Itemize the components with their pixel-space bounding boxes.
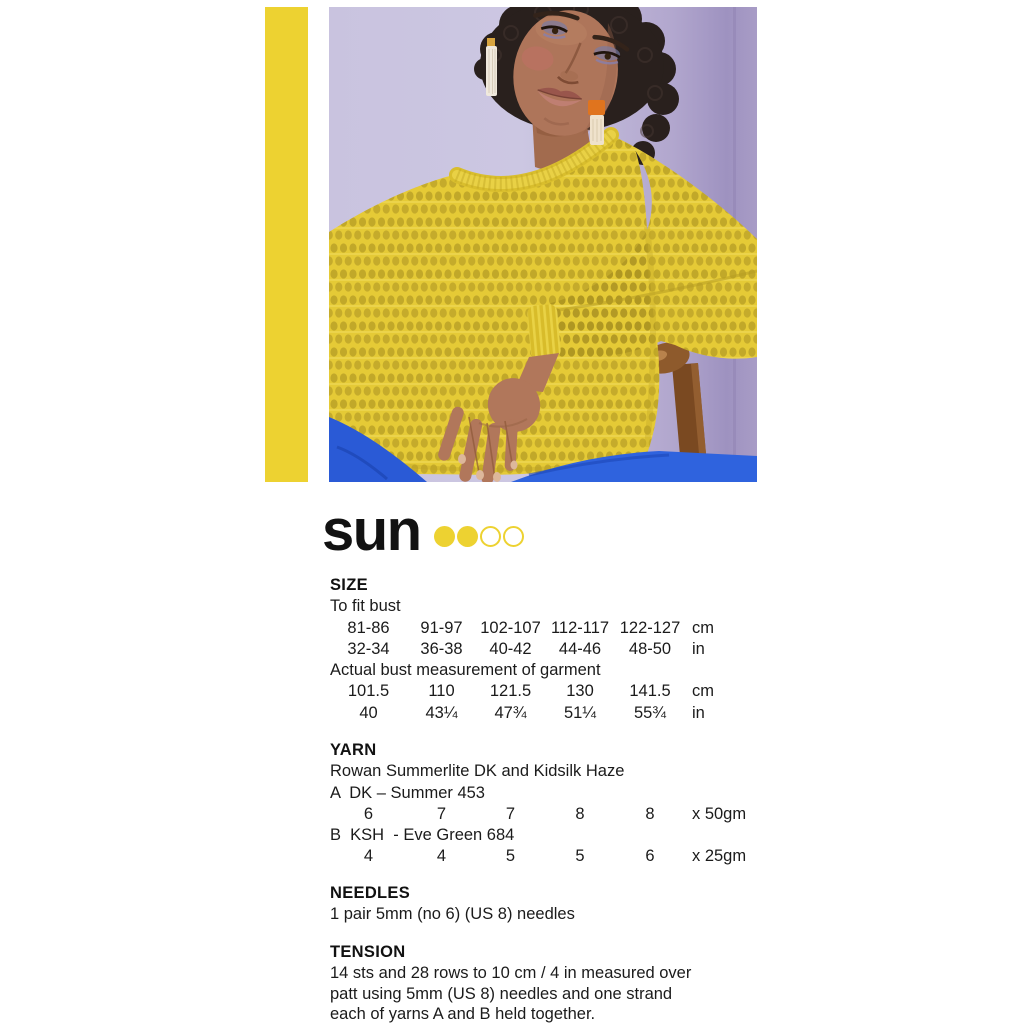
yarn-quantity: 8 [645, 804, 655, 823]
size-value: 102-107 [480, 618, 541, 637]
size-section [330, 575, 754, 724]
yarn-unit: x 50gm [692, 804, 747, 823]
size-value: 32-34 [347, 639, 390, 658]
size-unit: in [692, 639, 705, 658]
size-value: 110 [428, 682, 455, 701]
tension-line: patt using 5mm (US 8) needles and one strand [330, 984, 673, 1003]
yarn-quantity: 6 [363, 804, 374, 823]
yarn-unit: x 25gm [692, 847, 747, 866]
yarn-b-quantities [330, 846, 754, 867]
needles-section [330, 883, 754, 926]
size-value: 40-42 [489, 639, 532, 658]
difficulty-dot-open [480, 526, 501, 547]
size-value: 112-117 [550, 618, 610, 637]
model-photo-illustration [329, 7, 757, 482]
yarn-quantity: 8 [575, 804, 585, 823]
yarn-quantity: 4 [436, 847, 447, 866]
size-value: 43¼ [425, 703, 458, 722]
yarn-quantity: 7 [505, 804, 516, 823]
yarn-quantity: 7 [436, 804, 447, 823]
pattern-title: sun [322, 498, 421, 563]
title-row [322, 498, 524, 563]
difficulty-dot-filled [457, 526, 478, 547]
size-value: 40 [359, 703, 378, 722]
yarn-b-label: B KSH - Eve Green 684 [330, 826, 515, 845]
size-value: 47¾ [494, 703, 527, 722]
size-actual-label: Actual bust measurement of garment [330, 661, 601, 680]
yarn-a-quantities [330, 804, 754, 825]
size-value: 51¼ [563, 703, 597, 722]
difficulty-dots [434, 526, 524, 547]
difficulty-dot-open [503, 526, 524, 547]
yarn-intro: Rowan Summerlite DK and Kidsilk Haze [330, 762, 625, 781]
size-value: 81-86 [347, 618, 390, 637]
yarn-heading: YARN [330, 741, 377, 759]
size-value: 44-46 [558, 639, 602, 658]
right-earring [588, 100, 605, 145]
actual-row-cm [330, 681, 754, 702]
size-value: 141.5 [629, 682, 671, 701]
accent-bar [265, 7, 308, 482]
needles-heading: NEEDLES [330, 884, 411, 902]
size-unit: cm [692, 618, 714, 637]
tension-heading: TENSION [330, 943, 406, 961]
size-value: 48-50 [628, 639, 672, 658]
size-heading: SIZE [330, 576, 368, 594]
size-value: 101.5 [347, 682, 390, 701]
size-value: 130 [566, 682, 594, 701]
difficulty-dot-filled [434, 526, 455, 547]
yarn-quantity: 5 [575, 847, 585, 866]
tension-section [330, 942, 754, 1024]
size-value: 121.5 [489, 682, 532, 701]
size-row-in [330, 639, 754, 660]
actual-row-in [330, 703, 754, 724]
size-value: 91-97 [420, 618, 463, 637]
size-unit: cm [692, 682, 714, 701]
needles-text: 1 pair 5mm (no 6) (US 8) needles [330, 905, 575, 924]
yarn-quantity: 6 [645, 847, 655, 866]
model-photo [329, 7, 757, 482]
size-row-cm [330, 618, 754, 639]
yarn-quantity: 5 [505, 847, 516, 866]
tension-line: 14 sts and 28 rows to 10 cm / 4 in measured over [330, 964, 692, 983]
size-unit: in [692, 703, 705, 722]
size-value: 55¾ [633, 703, 667, 722]
yarn-a-label: A DK – Summer 453 [330, 783, 485, 802]
left-earring [486, 38, 497, 96]
size-value: 36-38 [420, 639, 463, 658]
tension-line: each of yarns A and B held together. [330, 1005, 596, 1024]
size-value: 122-127 [619, 618, 681, 637]
size-fit-label: To fit bust [330, 597, 401, 616]
yarn-section [330, 740, 754, 868]
yarn-quantity: 4 [363, 847, 374, 866]
